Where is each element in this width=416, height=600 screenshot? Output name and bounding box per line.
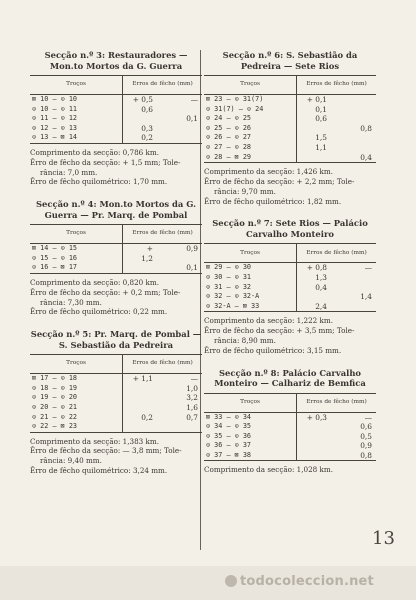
error-cell xyxy=(123,114,162,124)
error-cell xyxy=(161,422,202,432)
route-cell: ⊙ 28 — ⊠ 29 xyxy=(204,153,297,163)
col-header-errors: Erros de fêcho (mm) xyxy=(297,393,377,412)
route-cell: ⊙ 11 — ⊙ 12 xyxy=(30,114,123,124)
table-row xyxy=(30,244,202,254)
error-cell xyxy=(297,292,336,302)
summary-line: Êrro de fêcho da secção: + 3,5 mm; Tole- xyxy=(204,326,355,336)
route-cell: ⊙ 13 — ⊠ 14 xyxy=(30,133,123,143)
route-cell: ⊙ 31(7) — ⊙ 24 xyxy=(204,105,297,115)
error-cell xyxy=(123,384,162,394)
error-cell: 0,7 xyxy=(186,412,198,422)
error-cell: 1,5 xyxy=(315,133,327,143)
summary-line: Êrro de fêcho da secção: + 0,2 mm; Tole- xyxy=(30,287,181,297)
route-cell: ⊙ 18 — ⊙ 19 xyxy=(30,384,123,394)
summary-line: Comprimento da secção: 1,028 km. xyxy=(204,465,333,475)
error-cell xyxy=(297,441,336,451)
error-cell: + xyxy=(146,244,153,254)
section-title: Secção n.º 7: Sete Rios — Palácio Carvalho Monteiro xyxy=(212,218,368,239)
table-row xyxy=(204,105,376,115)
table-row xyxy=(204,124,376,134)
error-cell xyxy=(297,422,336,432)
route-cell: ⊙ 20 — ⊙ 21 xyxy=(30,403,123,413)
table-row xyxy=(204,441,376,451)
summary-line: Comprimento da secção: 1,426 km. xyxy=(204,167,333,177)
error-cell: + 0,5 xyxy=(132,95,153,104)
section-summary xyxy=(204,316,376,355)
section-title: Secção n.º 4: Mon.to Mortos da G. Guerra — Pr. Marq. de Pombal xyxy=(36,199,196,220)
watermark-text: todocoleccion.net xyxy=(240,574,374,589)
error-cell: 1,1 xyxy=(315,142,327,152)
error-cell: + 0,1 xyxy=(306,95,327,104)
route-cell: ⊙ 32-A — ⊠ 33 xyxy=(204,302,297,312)
section-title: Secção n.º 5: Pr. Marq. de Pombal — S. Sebastião da Pedreira xyxy=(30,329,202,350)
closure-table xyxy=(30,224,202,274)
route-cell: ⊠ 29 — ⊙ 30 xyxy=(204,263,297,273)
summary-line: rância: 7,30 mm. xyxy=(40,297,102,307)
col-header-route: Troços xyxy=(30,355,123,374)
route-cell: ⊙ 26 — ⊙ 27 xyxy=(204,133,297,143)
section-block xyxy=(30,50,202,187)
error-cell: 1,6 xyxy=(186,402,198,412)
error-cell: 0,6 xyxy=(315,114,327,124)
table-row xyxy=(204,143,376,153)
col-header-route: Troços xyxy=(204,393,297,412)
page-number: 13 xyxy=(372,528,395,549)
route-cell: ⊙ 16 — ⊠ 17 xyxy=(30,263,123,273)
error-cell: 0,9 xyxy=(186,244,198,254)
summary-line: Comprimento da secção: 0,786 km. xyxy=(30,147,159,157)
table-row xyxy=(204,302,376,312)
error-cell xyxy=(123,422,162,432)
route-cell: ⊙ 35 — ⊙ 36 xyxy=(204,432,297,442)
table-row xyxy=(204,153,376,163)
section-summary xyxy=(30,148,202,187)
route-cell: ⊠ 14 — ⊙ 15 xyxy=(30,244,123,254)
closure-table xyxy=(204,243,376,312)
error-cell: 0,2 xyxy=(123,133,162,143)
table-row xyxy=(30,133,202,143)
summary-line: Êrro de fêcho quilométrico: 1,70 mm. xyxy=(30,177,168,187)
route-cell: ⊙ 21 — ⊙ 22 xyxy=(30,413,123,423)
error-cell: — xyxy=(190,95,198,104)
section-block xyxy=(30,329,202,476)
route-cell: ⊙ 37 — ⊠ 38 xyxy=(204,451,297,461)
summary-line: Comprimento da secção: 0,820 km. xyxy=(30,277,159,287)
col-header-route: Troços xyxy=(30,76,123,95)
summary-line: Êrro de fêcho da secção: — 3,8 mm; Tole- xyxy=(30,446,182,456)
route-cell: ⊙ 32 — ⊙ 32-A xyxy=(204,292,297,302)
error-cell xyxy=(297,124,336,134)
error-cell xyxy=(123,393,162,403)
table-row xyxy=(30,95,202,105)
route-cell: ⊙ 10 — ⊙ 11 xyxy=(30,105,123,115)
error-cell xyxy=(297,432,336,442)
closure-table xyxy=(204,75,376,163)
route-cell: ⊙ 27 — ⊙ 28 xyxy=(204,143,297,153)
error-cell: 0,6 xyxy=(141,104,153,114)
error-cell: 0,4 xyxy=(335,153,376,163)
summary-line: Êrro de fêcho da secção: + 2,2 mm; Tole- xyxy=(204,176,355,186)
route-cell: ⊙ 15 — ⊙ 16 xyxy=(30,254,123,264)
summary-line: rância: 8,90 mm. xyxy=(214,335,276,345)
watermark-bar xyxy=(0,566,416,600)
section-title: Secção n.º 3: Restauradores — Mon.to Mortos da G. Guerra xyxy=(44,50,188,71)
error-cell: 0,1 xyxy=(315,104,327,114)
summary-line: Comprimento da secção: 1,383 km. xyxy=(30,436,159,446)
table-row xyxy=(30,263,202,273)
error-cell xyxy=(335,283,376,293)
error-cell: 3,2 xyxy=(186,393,198,403)
summary-line: Êrro de fêcho quilométrico: 3,24 mm. xyxy=(30,466,168,476)
error-cell: 0,5 xyxy=(360,431,372,441)
error-cell xyxy=(161,133,202,143)
error-cell: 0,9 xyxy=(360,441,372,451)
error-cell: 0,1 xyxy=(161,263,202,273)
error-cell xyxy=(297,153,336,163)
table-row xyxy=(30,374,202,384)
error-cell xyxy=(297,451,336,461)
error-cell xyxy=(161,124,202,134)
section-block xyxy=(204,218,376,355)
error-cell xyxy=(335,302,376,312)
error-cell: 0,1 xyxy=(186,114,198,124)
right-column xyxy=(204,50,376,487)
table-row xyxy=(30,403,202,413)
table-row xyxy=(30,114,202,124)
error-cell xyxy=(161,254,202,264)
left-column xyxy=(30,50,202,488)
watermark-logo-icon xyxy=(225,575,237,587)
closure-table xyxy=(204,393,376,462)
table-row xyxy=(204,114,376,124)
error-cell: 0,3 xyxy=(141,123,153,133)
summary-line: rância: 9,40 mm. xyxy=(40,456,102,466)
table-row xyxy=(204,422,376,432)
summary-line: Comprimento da secção: 1,222 km. xyxy=(204,316,333,326)
error-cell xyxy=(335,114,376,124)
table-row xyxy=(204,292,376,302)
error-cell: — xyxy=(190,374,198,384)
error-cell: 1,3 xyxy=(315,272,327,282)
route-cell: ⊠ 33 — ⊙ 34 xyxy=(204,412,297,422)
route-cell: ⊠ 23 — ⊙ 31(7) xyxy=(204,95,297,105)
section-summary xyxy=(30,278,202,317)
route-cell: ⊙ 30 — ⊙ 31 xyxy=(204,273,297,283)
section-title: Secção n.º 8: Palácio Carvalho Monteiro — Calhariz de Bemfica xyxy=(214,367,366,388)
table-row xyxy=(204,412,376,422)
summary-line: Êrro de fêcho da secção: + 1,5 mm; Tole- xyxy=(30,157,181,167)
table-row xyxy=(30,393,202,403)
error-cell: 1,2 xyxy=(141,253,153,263)
col-header-errors: Erros de fêcho (mm) xyxy=(123,355,203,374)
table-row xyxy=(204,263,376,273)
error-cell: 0,8 xyxy=(335,451,376,461)
table-row xyxy=(30,413,202,423)
table-row xyxy=(204,432,376,442)
error-cell: 0,2 xyxy=(141,412,153,422)
error-cell: 0,6 xyxy=(360,422,372,432)
table-row xyxy=(30,254,202,264)
error-cell xyxy=(335,95,376,105)
table-row xyxy=(30,124,202,134)
col-header-errors: Erros de fêcho (mm) xyxy=(123,225,203,244)
section-summary xyxy=(30,437,202,476)
col-header-errors: Erros de fêcho (mm) xyxy=(123,76,203,95)
summary-line: rância: 9,70 mm. xyxy=(214,186,276,196)
error-cell: 0,4 xyxy=(315,282,327,292)
error-cell: + 0,8 xyxy=(306,263,327,273)
route-cell: ⊙ 36 — ⊙ 37 xyxy=(204,441,297,451)
error-cell xyxy=(161,105,202,115)
error-cell xyxy=(335,133,376,143)
error-cell: 1,0 xyxy=(186,383,198,393)
route-cell: ⊙ 22 — ⊠ 23 xyxy=(30,422,123,432)
route-cell: ⊙ 25 — ⊙ 26 xyxy=(204,124,297,134)
route-cell: ⊠ 17 — ⊙ 18 xyxy=(30,374,123,384)
table-row xyxy=(30,105,202,115)
error-cell: 0,8 xyxy=(360,123,372,133)
route-cell: ⊙ 19 — ⊙ 20 xyxy=(30,393,123,403)
route-cell: ⊙ 12 — ⊙ 13 xyxy=(30,124,123,134)
table-row xyxy=(204,95,376,105)
col-header-route: Troços xyxy=(204,244,297,263)
summary-line: Êrro de fêcho quilométrico: 0,22 mm. xyxy=(30,307,168,317)
error-cell: 2,4 xyxy=(297,302,336,312)
section-block xyxy=(30,199,202,317)
route-cell: ⊙ 31 — ⊙ 32 xyxy=(204,283,297,293)
error-cell: — xyxy=(364,263,372,273)
error-cell: + 1,1 xyxy=(132,374,153,384)
error-cell: 1,4 xyxy=(360,292,372,302)
error-cell xyxy=(123,263,162,273)
error-cell xyxy=(123,403,162,413)
col-header-route: Troços xyxy=(30,225,123,244)
closure-table xyxy=(30,75,202,144)
error-cell xyxy=(335,273,376,283)
table-row xyxy=(204,451,376,461)
col-header-route: Troços xyxy=(204,76,297,95)
error-cell: — xyxy=(364,412,372,422)
table-row xyxy=(204,273,376,283)
route-cell: ⊙ 24 — ⊙ 25 xyxy=(204,114,297,124)
table-row xyxy=(204,283,376,293)
section-block xyxy=(204,50,376,206)
route-cell: ⊙ 34 — ⊙ 35 xyxy=(204,422,297,432)
table-row xyxy=(30,384,202,394)
error-cell xyxy=(335,143,376,153)
closure-table xyxy=(30,354,202,433)
summary-line: rância: 7,0 mm. xyxy=(40,167,98,177)
section-block xyxy=(204,368,376,476)
section-summary xyxy=(204,465,376,475)
table-row xyxy=(30,422,202,432)
col-header-errors: Erros de fêcho (mm) xyxy=(297,244,377,263)
table-row xyxy=(204,133,376,143)
section-title: Secção n.º 6: S. Sebastião da Pedreira — Sete Rios xyxy=(222,50,358,71)
error-cell: + 0,3 xyxy=(306,412,327,422)
section-summary xyxy=(204,167,376,206)
summary-line: Êrro de fêcho quilométrico: 1,82 mm. xyxy=(204,196,342,206)
route-cell: ⊠ 10 — ⊙ 10 xyxy=(30,95,123,105)
col-header-errors: Erros de fêcho (mm) xyxy=(297,76,377,95)
error-cell xyxy=(335,105,376,115)
summary-line: Êrro de fêcho quilométrico: 3,15 mm. xyxy=(204,345,342,355)
